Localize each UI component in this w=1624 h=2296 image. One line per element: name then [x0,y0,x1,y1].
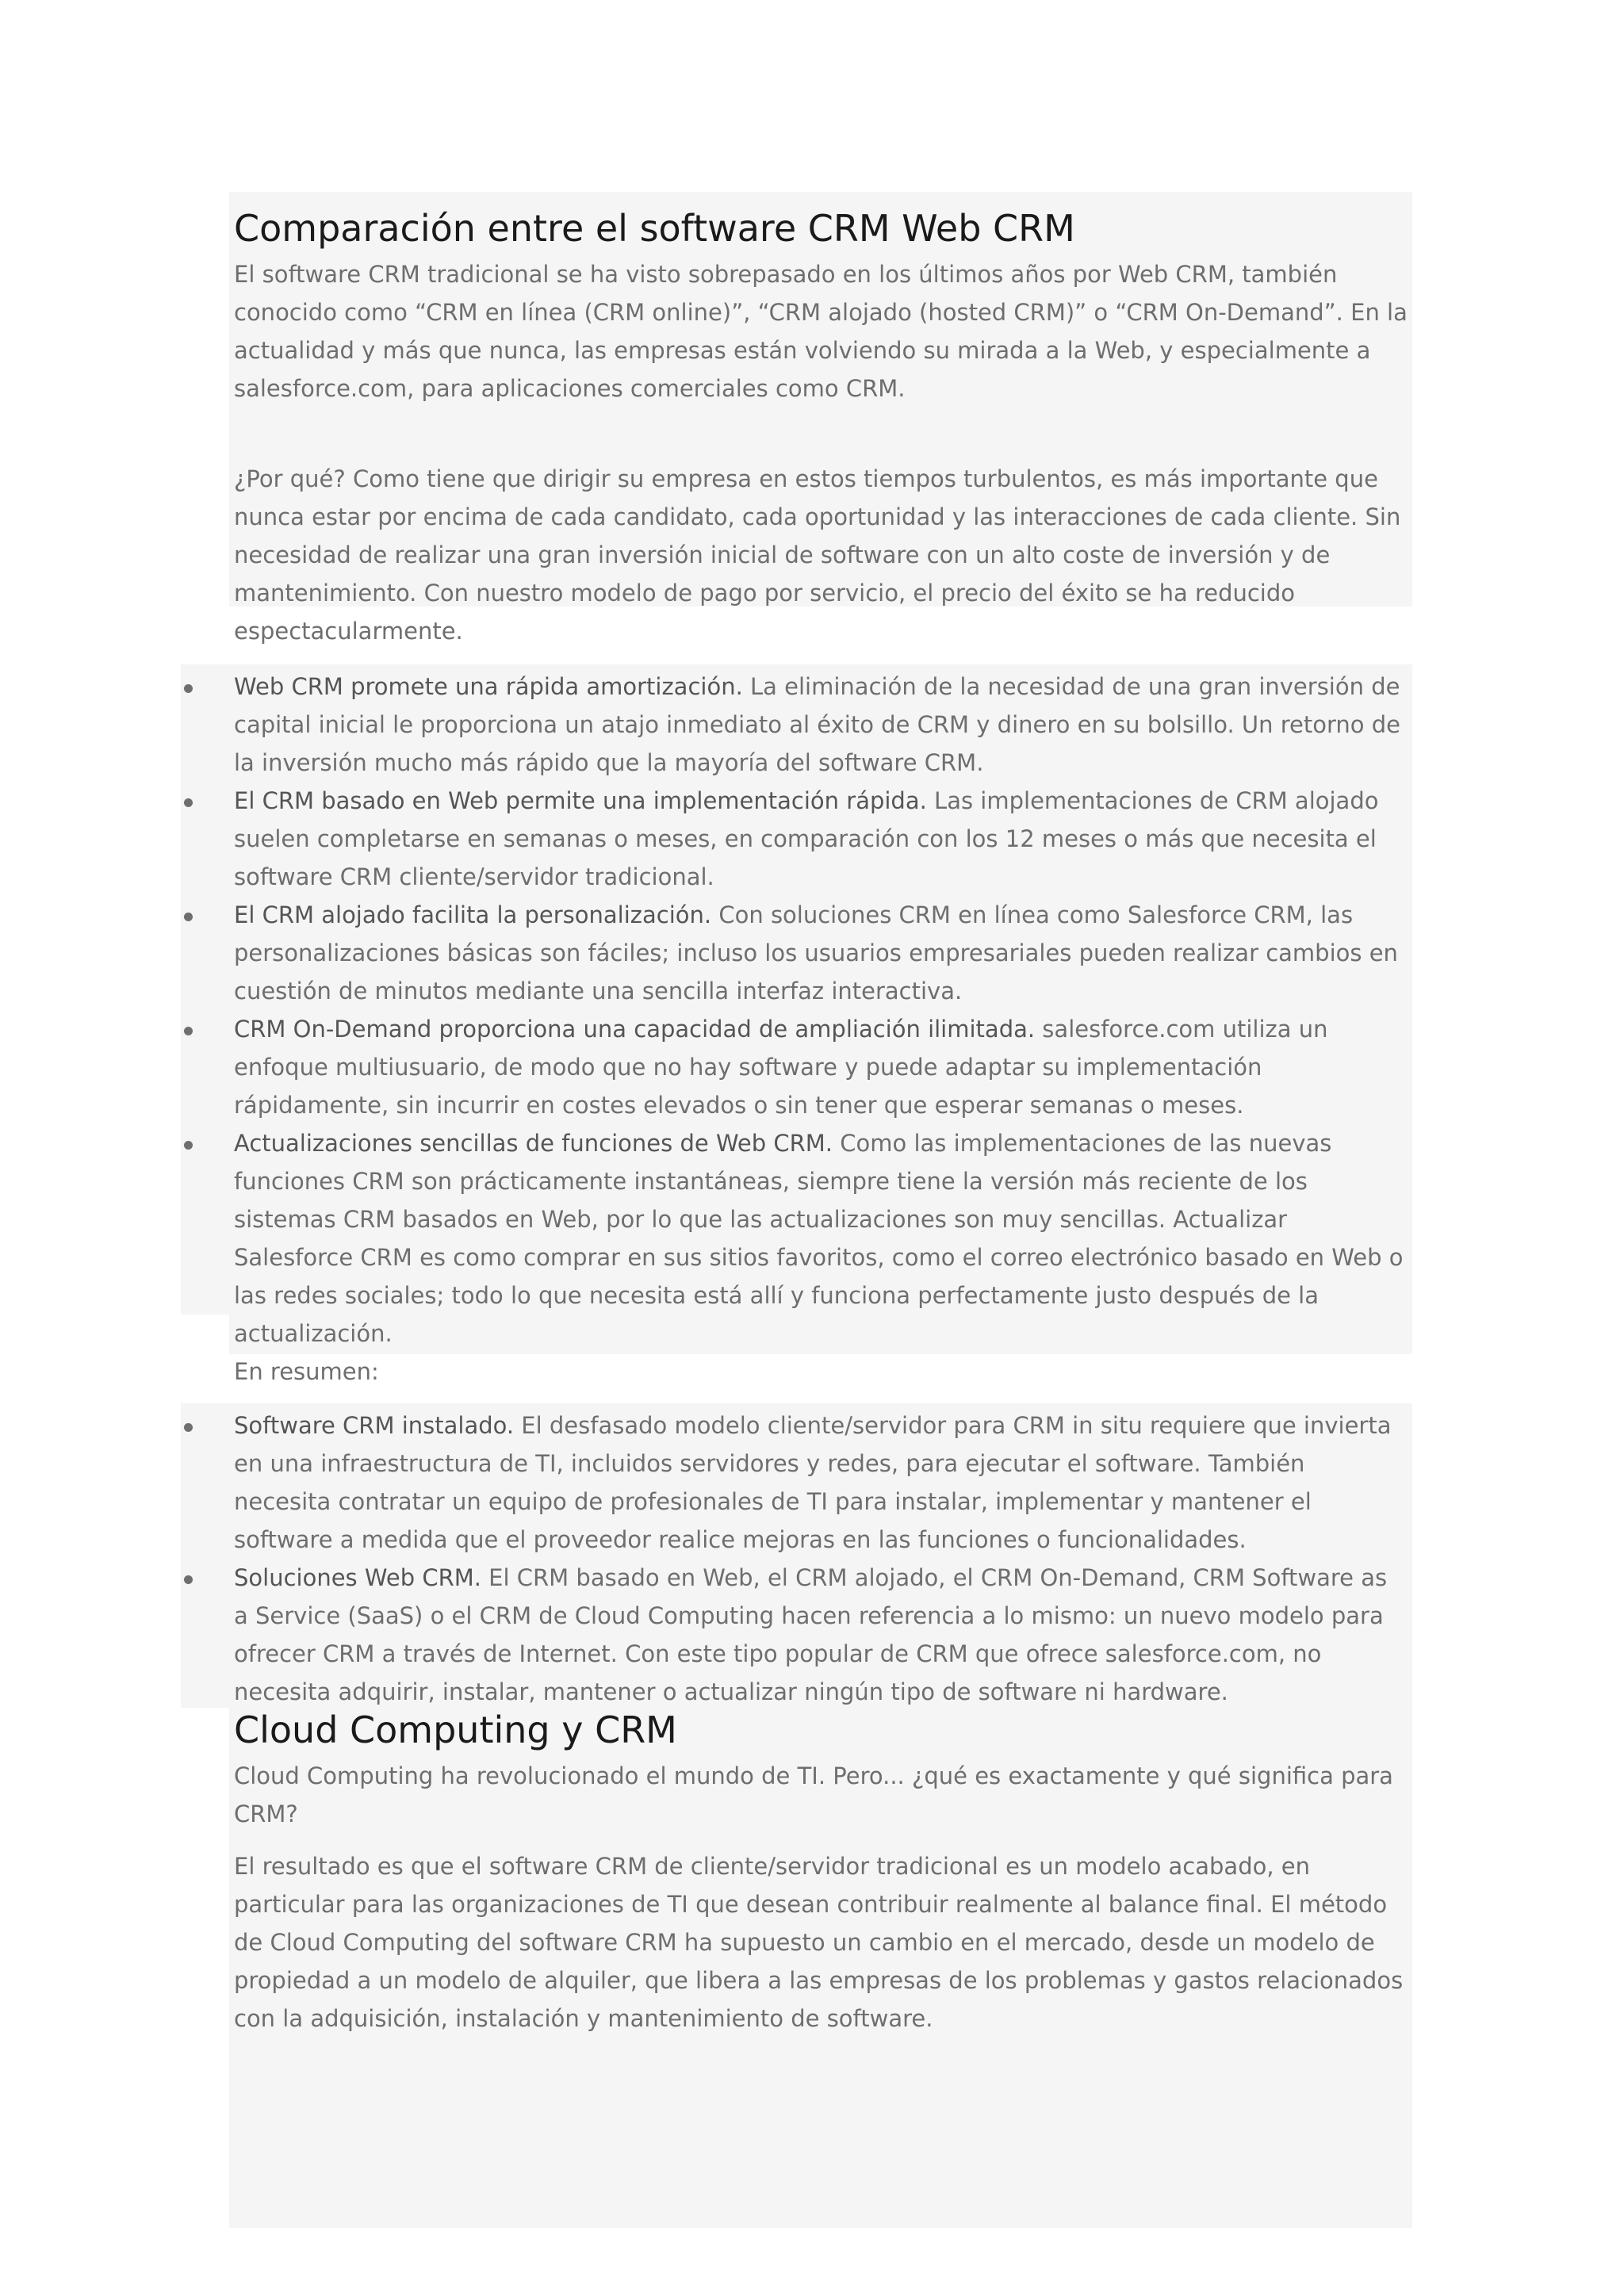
benefit-body: La eliminación de la necesidad de una gran inversión de capital inicial le proporciona un atajo inmediato al éxito de CRM y dinero en su bolsillo. Un retorno de la inversión mucho más rápido que la mayoría del software CRM. [234,673,1400,776]
summary-item [234,1406,1408,1559]
benefits-list [234,668,1408,1353]
benefit-item [234,1124,1408,1353]
benefit-item [234,1010,1408,1124]
benefit-lead: Actualizaciones sencillas de funciones de Web CRM. [234,1130,833,1157]
benefit-lead: El CRM basado en Web permite una implementación rápida. [234,787,927,814]
benefit-body: salesforce.com utiliza un enfoque multiusuario, de modo que no hay software y puede adaptar su implementación rápidamente, sin incurrir en costes elevados o sin tener que esperar semanas o meses. [234,1016,1328,1119]
section2-intro [234,1757,1408,1833]
summary-label: En resumen: [234,1358,379,1385]
summary-lead: Software CRM instalado. [234,1412,515,1439]
summary-background-left [181,1403,229,1708]
benefit-item [234,782,1408,896]
benefit-lead: Web CRM promete una rápida amortización. [234,673,743,700]
section2-paragraph-2: El resultado es que el software CRM de cliente/servidor tradicional es un modelo acabado, en particular para las organizaciones de TI que desean contribuir realmente al balance final. El método de Cloud Computing del software CRM ha supuesto un cambio en el mercado, desde un modelo de propiedad a un modelo de alquiler, que libera a las empresas de los problemas y gastos relacionados con la adquisición, instalación y mantenimiento de software. [234,1853,1404,2032]
benefit-item [234,896,1408,1010]
section1-title: Comparación entre el software CRM Web CRM [234,207,1075,250]
benefits-background-left [181,664,229,1314]
benefit-lead: El CRM alojado facilita la personalización. [234,901,712,928]
summary-item [234,1559,1408,1711]
section2-result [234,1847,1408,2038]
bullet-icon [184,1575,193,1584]
bullet-icon [184,1423,193,1432]
section2-paragraph-1: Cloud Computing ha revolucionado el mundo de TI. Pero... ¿qué es exactamente y qué significa para CRM? [234,1762,1393,1827]
bullet-icon [184,1027,193,1035]
summary-list-container [234,1406,1408,1711]
bullet-icon [184,913,193,921]
bullet-icon [184,798,193,807]
benefit-body: Como las implementaciones de las nuevas funciones CRM son prácticamente instantáneas, siempre tiene la versión más reciente de los sistemas CRM basados en Web, por lo que las actualizaciones son muy sencillas. Actualizar Salesforce CRM es como comprar en sus sitios favoritos, como el correo electrónico basado en Web o las redes sociales; todo lo que necesita está allí y funciona perfectamente justo después de la actualización. [234,1130,1404,1347]
benefits-list-container [234,668,1408,1391]
benefit-item [234,668,1408,782]
summary-lead: Soluciones Web CRM. [234,1564,481,1591]
summary-body: El desfasado modelo cliente/servidor para CRM in situ requiere que invierta en una infraestructura de TI, incluidos servidores y redes, para ejecutar el software. También necesita contratar un equipo de profesionales de TI para instalar, implementar y mantener el software a medida que el proveedor realice mejoras en las funciones o funcionalidades. [234,1412,1392,1553]
section1-paragraph-2: ¿Por qué? Como tiene que dirigir su empresa en estos tiempos turbulentos, es más importante que nunca estar por encima de cada candidato, cada oportunidad y las interacciones de cada cliente. Sin necesidad de realizar una gran inversión inicial de software con un alto coste de inversión y de mantenimiento. Con nuestro modelo de pago por servicio, el precio del éxito se ha reducido espectacularmente. [234,465,1401,645]
benefit-lead: CRM On-Demand proporciona una capacidad de ampliación ilimitada. [234,1016,1036,1043]
summary-body: El CRM basado en Web, el CRM alojado, el CRM On-Demand, CRM Software as a Service (SaaS) o el CRM de Cloud Computing hacen referencia a lo mismo: un nuevo modelo para ofrecer CRM a través de Internet. Con este tipo popular de CRM que ofrece salesforce.com, no necesita adquirir, instalar, mantener o actualizar ningún tipo de software ni hardware. [234,1564,1388,1705]
section2-title: Cloud Computing y CRM [234,1709,677,1751]
bullet-icon [184,1141,193,1150]
bullet-icon [184,684,193,693]
section1-intro [234,255,1408,408]
section1-why [234,460,1408,650]
summary-list [234,1406,1408,1711]
benefit-body: Con soluciones CRM en línea como Salesforce CRM, las personalizaciones básicas son fáciles; incluso los usuarios empresariales pueden realizar cambios en cuestión de minutos mediante una sencilla interfaz interactiva. [234,901,1398,1004]
benefit-body: Las implementaciones de CRM alojado suelen completarse en semanas o meses, en comparación con los 12 meses o más que necesita el software CRM cliente/servidor tradicional. [234,787,1379,890]
section1-paragraph-1: El software CRM tradicional se ha visto sobrepasado en los últimos años por Web CRM, también conocido como “CRM en línea (CRM online)”, “CRM alojado (hosted CRM)” o “CRM On-Demand”. En la actualidad y más que nunca, las empresas están volviendo su mirada a la Web, y especialmente a salesforce.com, para aplicaciones comerciales como CRM. [234,261,1408,402]
